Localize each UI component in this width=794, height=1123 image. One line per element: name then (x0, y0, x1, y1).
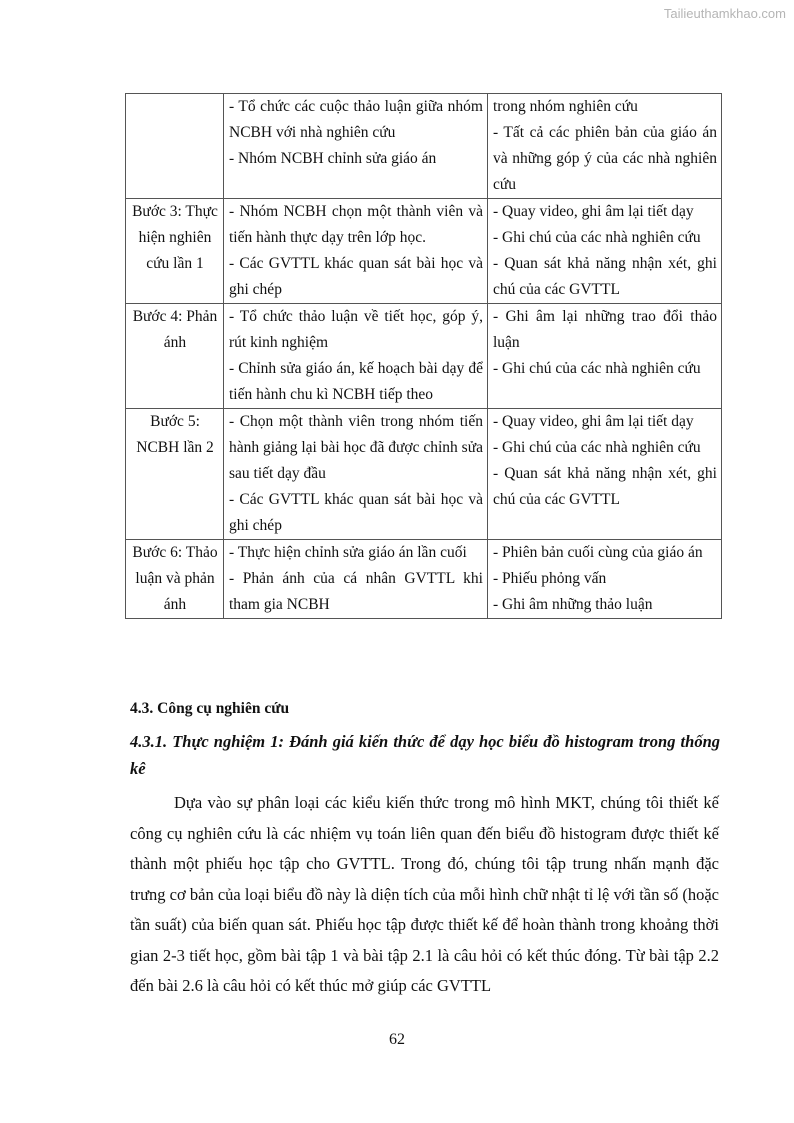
data-item: trong nhóm nghiên cứu (493, 98, 638, 115)
data-item: - Quay video, ghi âm lại tiết dạy (493, 203, 694, 220)
data-cell (488, 94, 722, 199)
data-cell (488, 409, 722, 540)
watermark: Tailieuthamkhao.com (663, 6, 786, 21)
activity-item: - Tổ chức thảo luận về tiết học, góp ý, rút kinh nghiệm (229, 308, 483, 351)
data-item: - Tất cả các phiên bản của giáo án và những góp ý của các nhà nghiên cứu (493, 124, 717, 193)
activities-cell (224, 409, 488, 540)
step-cell (126, 94, 224, 199)
activities-cell (224, 540, 488, 619)
body-paragraph: Dựa vào sự phân loại các kiểu kiến thức trong mô hình MKT, chúng tôi thiết kế công cụ nghiên cứu là các nhiệm vụ toán liên quan đến biểu đồ histogram được thiết kế thành một phiếu học tập cho GVTTL. Trong đó, chúng tôi tập trung nhấn mạnh đặc trưng cơ bản của loại biểu đồ này là diện tích của mỗi hình chữ nhật tỉ lệ với tần số (hoặc tần suất) của biến quan sát. Phiếu học tập được thiết kế để hoàn thành trong khoảng thời gian 2-3 tiết học, gồm bài tập 1 và bài tập 2.1 là câu hỏi có kết thúc đóng. Từ bài tập 2.2 đến bài 2.6 là câu hỏi có kết thúc mở giúp các GVTTL (130, 793, 719, 995)
activity-item: - Tổ chức các cuộc thảo luận giữa nhóm NCBH với nhà nghiên cứu (229, 98, 483, 141)
subsection-heading: 4.3.1. Thực nghiệm 1: Đánh giá kiến thức để dạy học biểu đồ histogram trong thống kê (130, 732, 720, 778)
data-cell (488, 540, 722, 619)
step-cell: Bước 5: NCBH lần 2 (126, 409, 224, 540)
data-item: - Ghi chú của các nhà nghiên cứu (493, 439, 701, 456)
data-item: - Phiếu phỏng vấn (493, 570, 607, 587)
table-row (126, 409, 722, 540)
data-item: - Ghi âm những thảo luận (493, 596, 653, 613)
activities-cell (224, 199, 488, 304)
data-cell (488, 199, 722, 304)
data-item: - Ghi âm lại những trao đổi thảo luận (493, 308, 717, 351)
data-cell (488, 304, 722, 409)
activity-item: - Các GVTTL khác quan sát bài học và ghi chép (229, 255, 483, 298)
data-item: - Phiên bản cuối cùng của giáo án (493, 544, 703, 561)
step-cell: Bước 6: Thảo luận và phản ánh (126, 540, 224, 619)
page-number: 62 (389, 1031, 405, 1048)
table-row (126, 540, 722, 619)
data-item: - Ghi chú của các nhà nghiên cứu (493, 229, 701, 246)
activity-item: - Thực hiện chỉnh sửa giáo án lần cuối (229, 544, 467, 561)
activity-item: - Các GVTTL khác quan sát bài học và ghi chép (229, 491, 483, 534)
activities-cell (224, 94, 488, 199)
activity-item: - Phản ánh của cá nhân GVTTL khi tham gia NCBH (229, 570, 483, 613)
table-row (126, 304, 722, 409)
activities-cell (224, 304, 488, 409)
step-cell: Bước 3: Thực hiện nghiên cứu lần 1 (126, 199, 224, 304)
data-item: - Quan sát khả năng nhận xét, ghi chú của các GVTTL (493, 465, 717, 508)
activity-item: - Nhóm NCBH chỉnh sửa giáo án (229, 150, 437, 167)
step-cell: Bước 4: Phản ánh (126, 304, 224, 409)
data-item: - Ghi chú của các nhà nghiên cứu (493, 360, 701, 377)
section-heading: 4.3. Công cụ nghiên cứu (130, 700, 290, 717)
table-row (126, 94, 722, 199)
data-item: - Quay video, ghi âm lại tiết dạy (493, 413, 694, 430)
table-row (126, 199, 722, 304)
research-steps-table (125, 93, 722, 619)
activity-item: - Nhóm NCBH chọn một thành viên và tiến hành thực dạy trên lớp học. (229, 203, 483, 246)
activity-item: - Chỉnh sửa giáo án, kế hoạch bài dạy để tiến hành chu kì NCBH tiếp theo (229, 360, 483, 403)
data-item: - Quan sát khả năng nhận xét, ghi chú của các GVTTL (493, 255, 717, 298)
activity-item: - Chọn một thành viên trong nhóm tiến hành giảng lại bài học đã được chỉnh sửa sau tiết dạy đầu (229, 413, 483, 482)
